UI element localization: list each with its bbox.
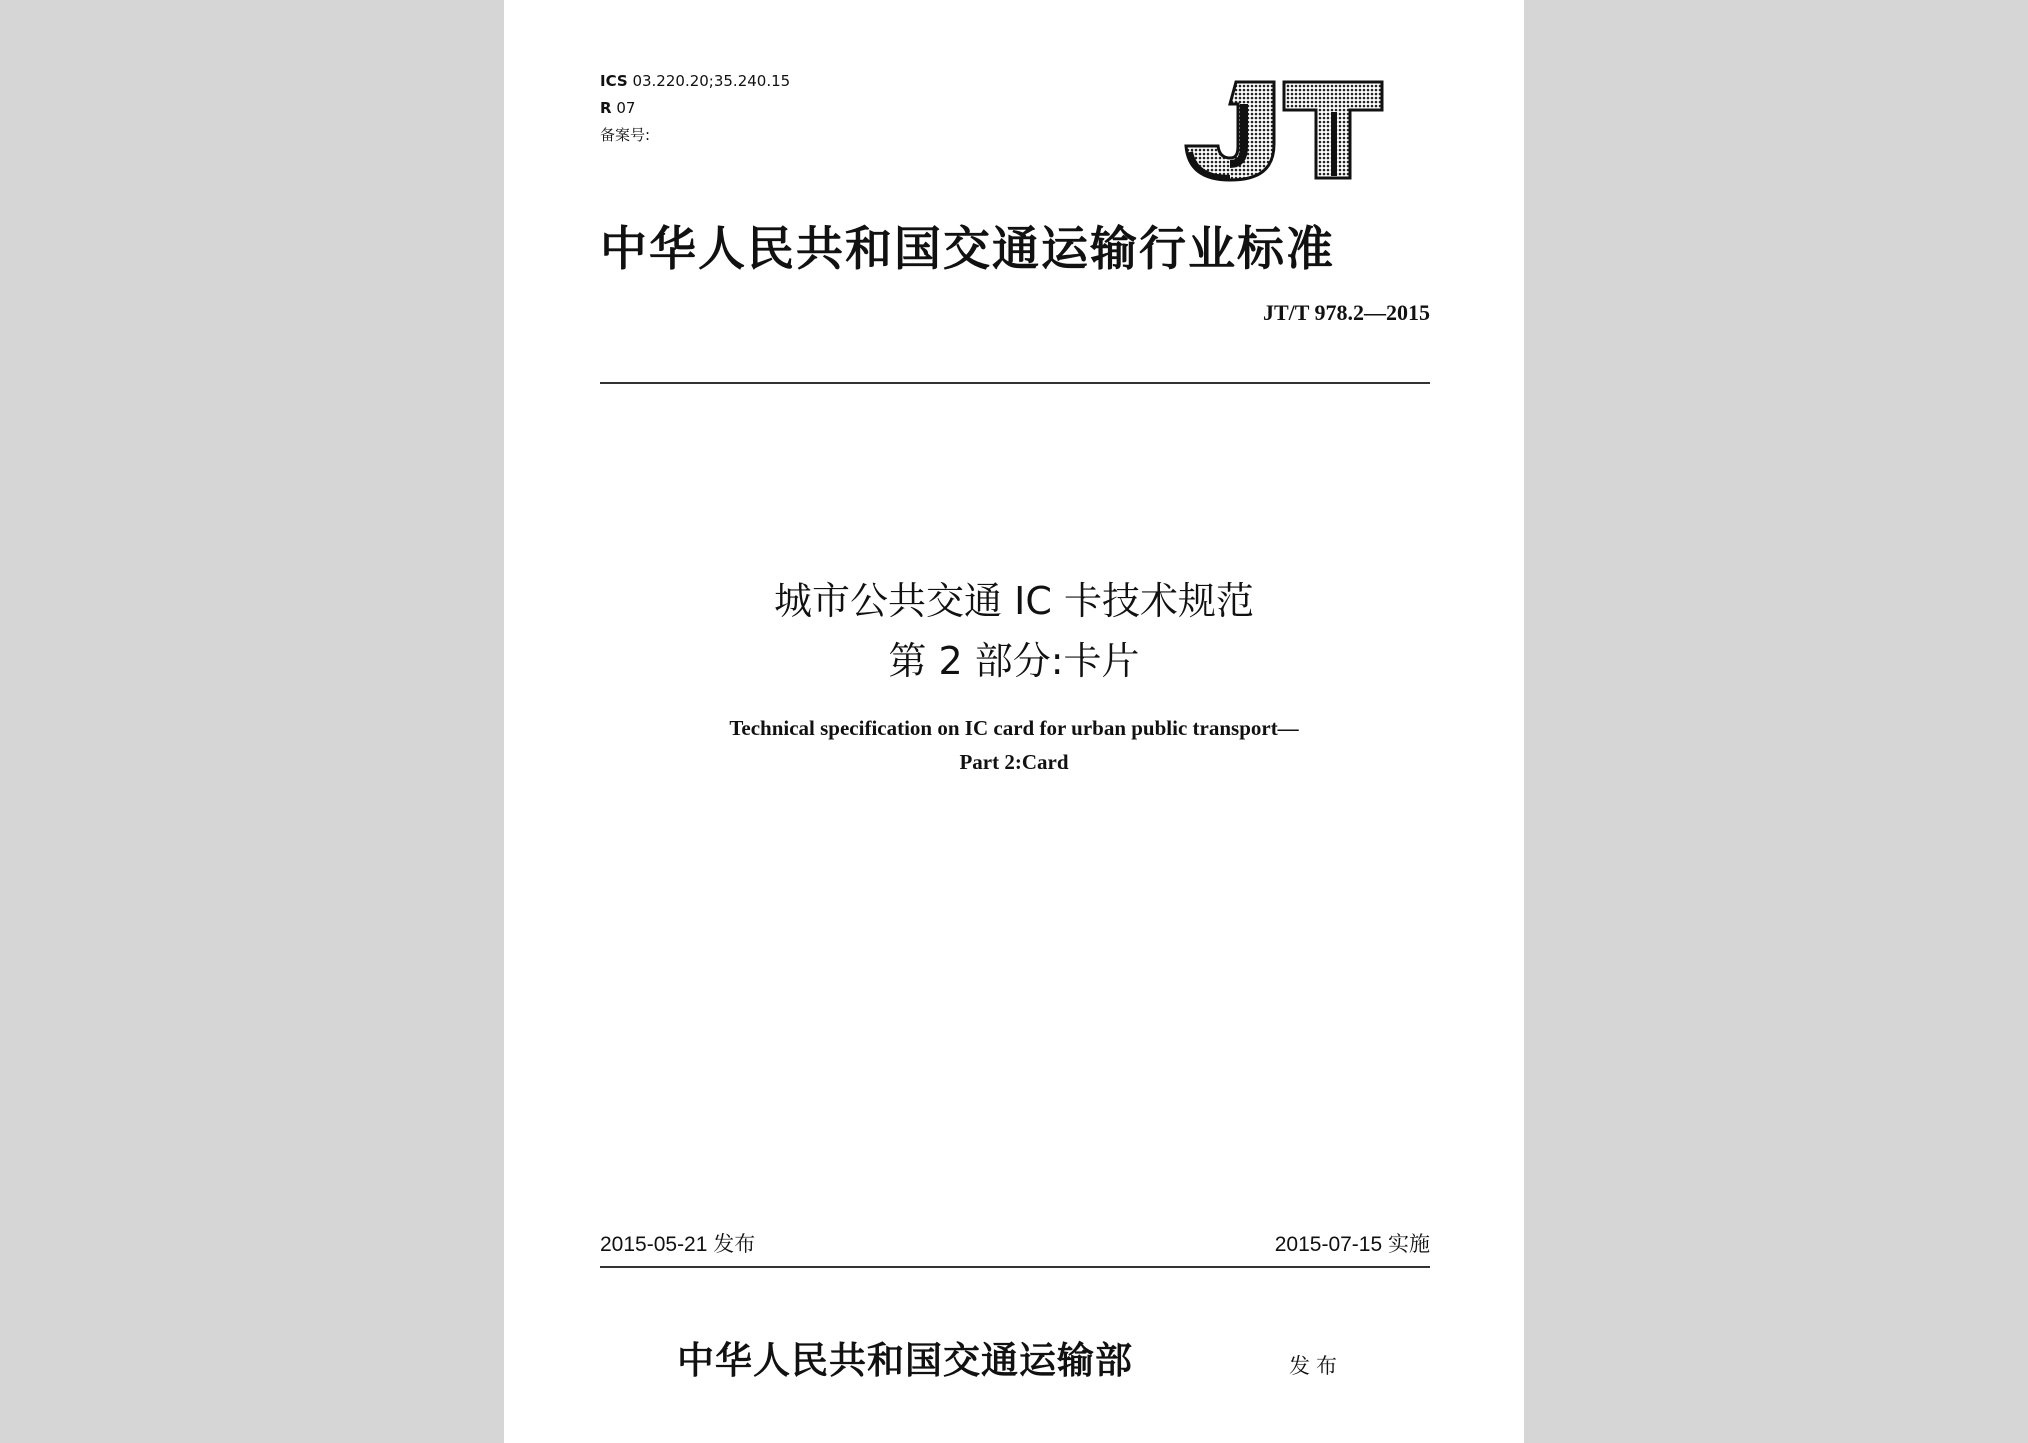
title-cn-line2: 第 2 部分:卡片 <box>888 639 1140 683</box>
classification-block <box>600 68 790 149</box>
industry-standard-heading: 中华人民共和国交通运输行业标准 <box>600 222 1335 277</box>
title-en-line1: Technical specification on IC card for urban public transport— <box>729 716 1299 740</box>
title-en-line2: Part 2:Card <box>959 750 1069 774</box>
jt-logo-icon <box>1174 80 1384 180</box>
record-line <box>600 122 790 149</box>
publisher-name: 中华人民共和国交通运输部 <box>677 1339 1133 1382</box>
title-cn-line1: 城市公共交通 IC 卡技术规范 <box>774 579 1254 623</box>
ics-line <box>600 68 790 95</box>
issue-date: 2015-05-21 发布 <box>600 1233 756 1256</box>
standard-number: JT/T 978.2—2015 <box>1262 300 1430 325</box>
record-label: 备案号: <box>600 126 651 144</box>
effective-date: 2015-07-15 实施 <box>1274 1233 1430 1256</box>
ics-label: ICS <box>600 72 628 90</box>
header-divider <box>600 382 1430 384</box>
logo-mark-j <box>1186 82 1274 180</box>
ics-value: 03.220.20;35.240.15 <box>632 72 791 90</box>
logo-mark-t <box>1284 82 1382 178</box>
class-line <box>600 95 790 122</box>
class-value: 07 <box>616 99 636 117</box>
document-page <box>504 0 1524 1443</box>
footer-divider <box>600 1266 1430 1268</box>
publish-label: 发布 <box>1289 1354 1343 1378</box>
class-label: R <box>600 99 612 117</box>
